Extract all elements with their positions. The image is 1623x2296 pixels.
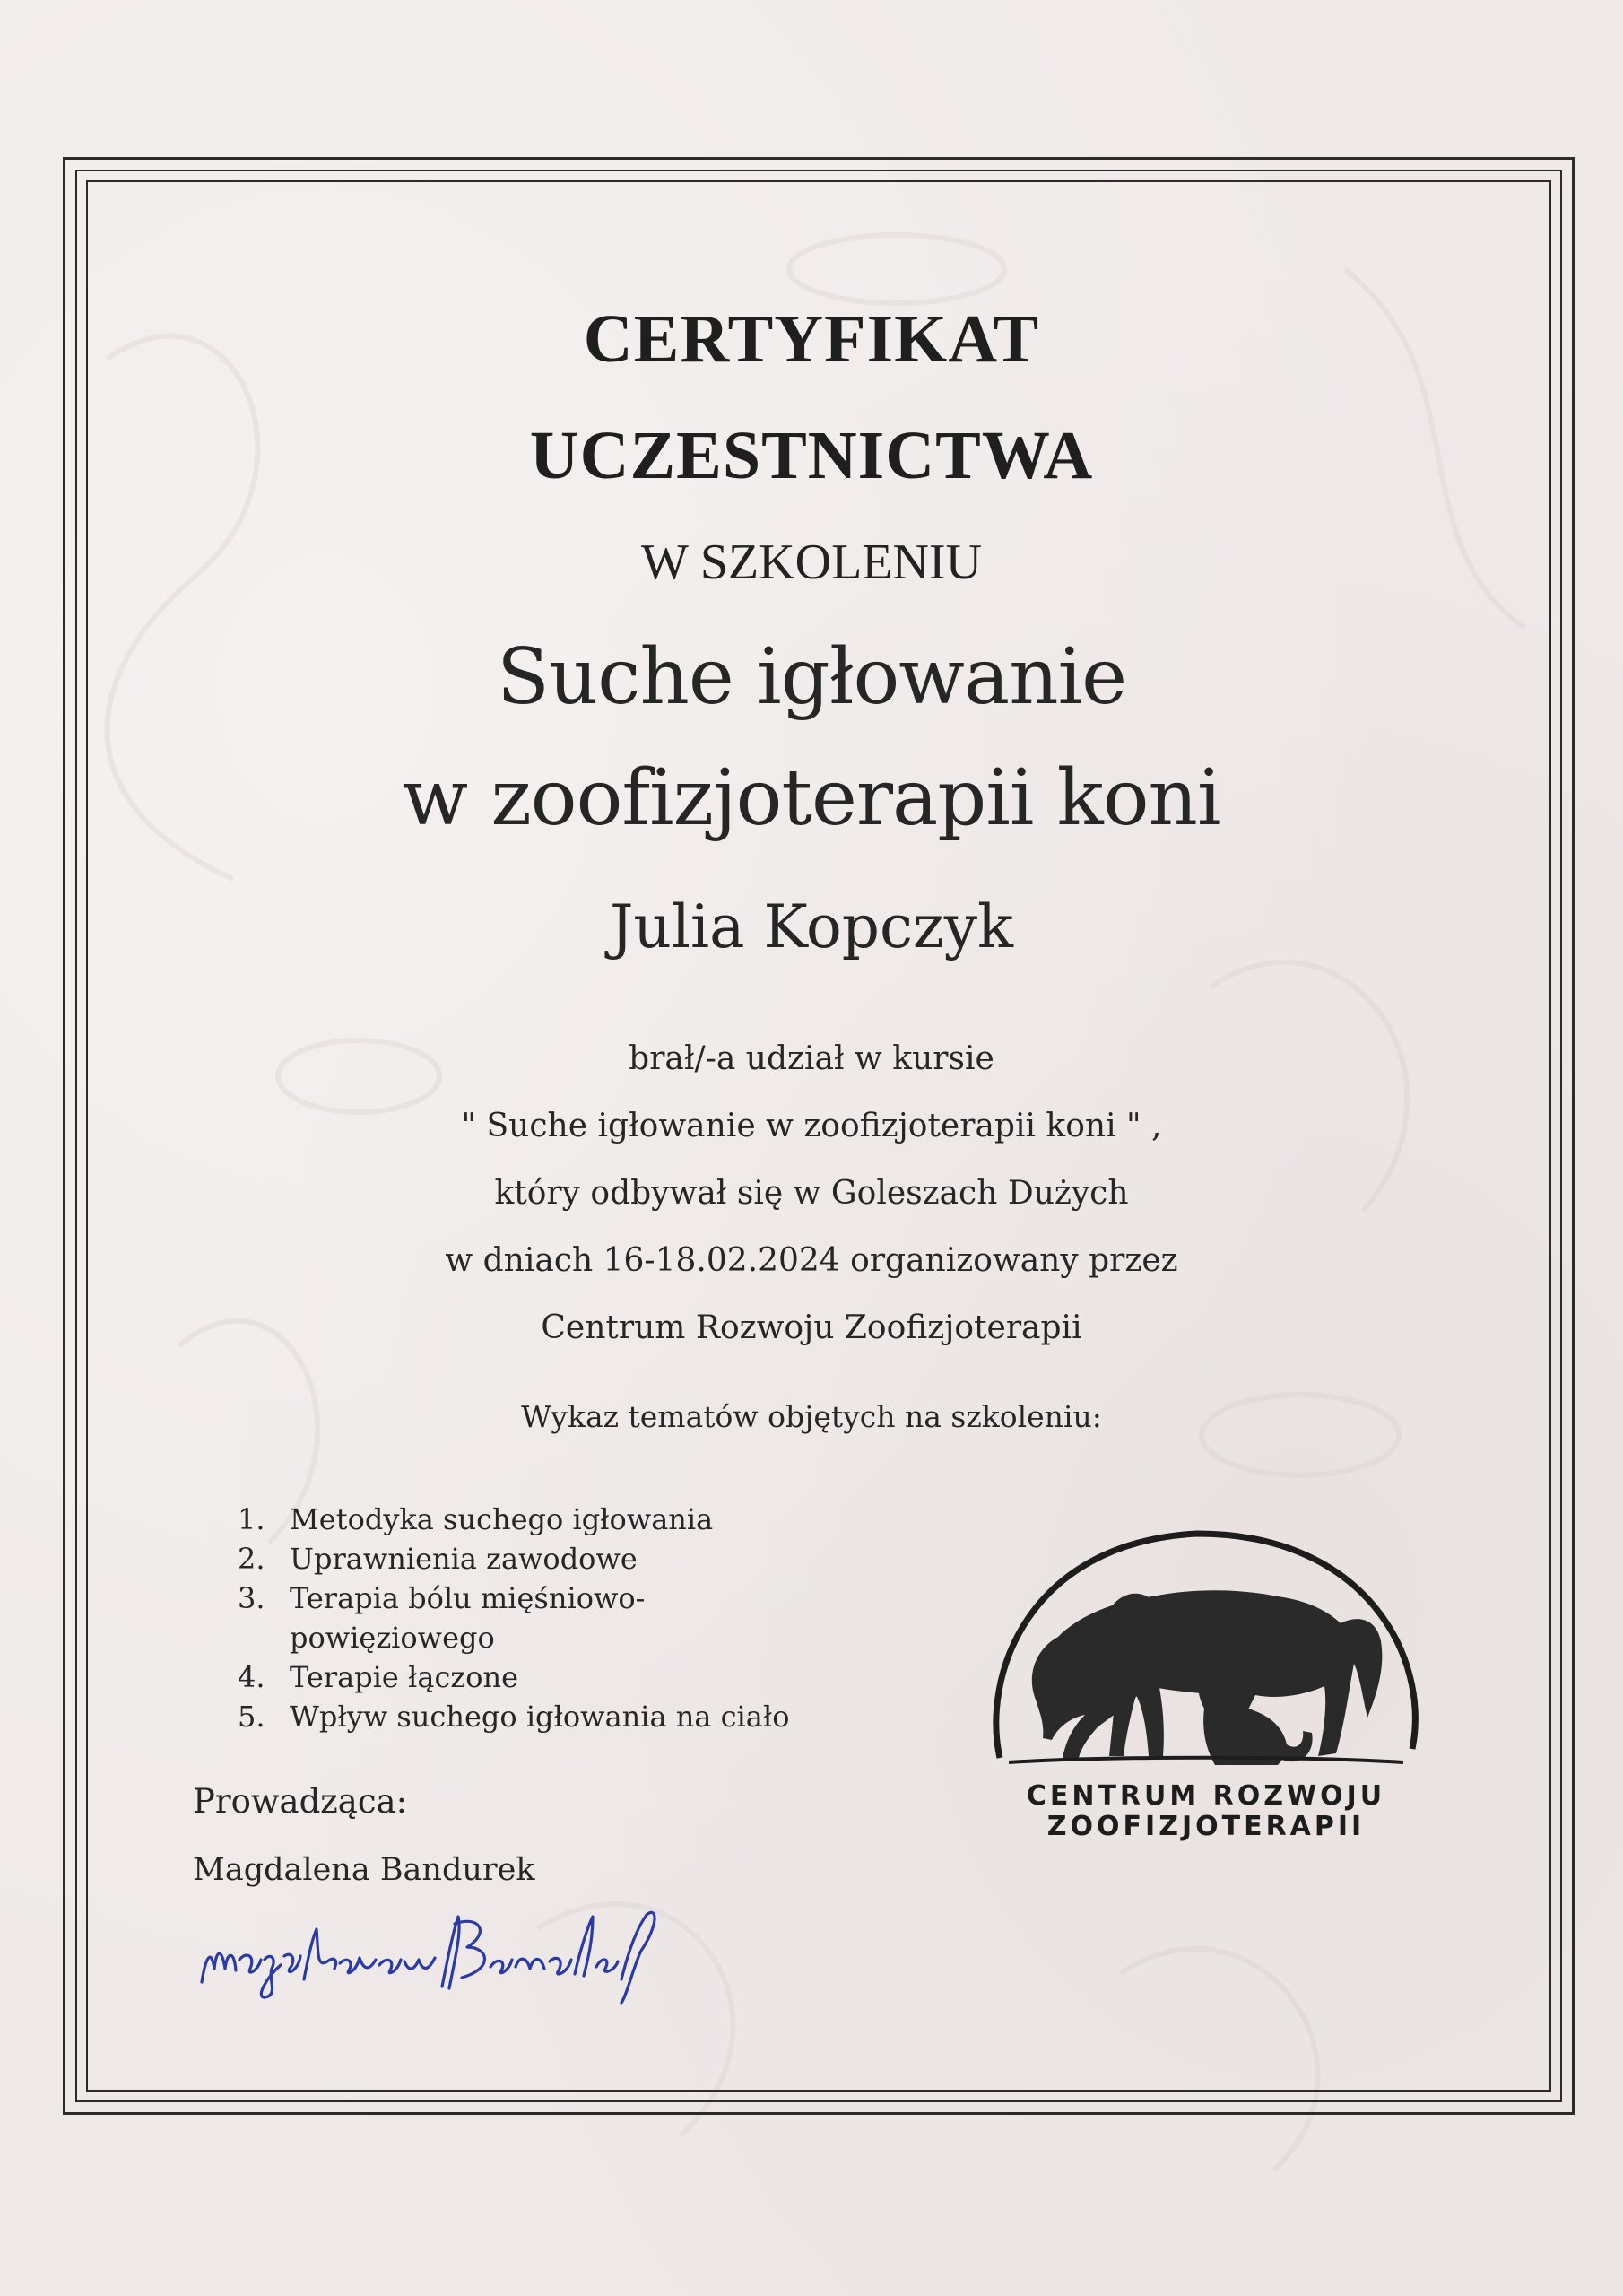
- list-item: [238, 1500, 883, 1539]
- topics-list: [238, 1500, 883, 1736]
- certificate-subtitle: W SZKOLENIU: [640, 535, 983, 590]
- centrum-rozwoju-logo: [973, 1516, 1439, 1857]
- body-line-dates: w dniach 16-18.02.2024 organizowany przez: [445, 1242, 1178, 1279]
- body-line-location: który odbywał się w Goleszach Dużych: [494, 1175, 1129, 1212]
- handwritten-signature: [193, 1897, 731, 2005]
- leader-label: Prowadząca:: [193, 1782, 408, 1821]
- topic-number: 1.: [238, 1502, 265, 1536]
- course-title-line1: Suche igłowanie: [497, 632, 1126, 722]
- course-title-line2: w zoofizjoterapii koni: [402, 753, 1221, 843]
- list-item: [238, 1657, 883, 1697]
- body-line-organizer: Centrum Rozwoju Zoofizjoterapii: [541, 1309, 1082, 1346]
- topic-text: Metodyka suchego igłowania: [290, 1502, 714, 1536]
- body-line-participation: brał/-a udział w kursie: [629, 1040, 994, 1077]
- topic-number: 4.: [238, 1660, 265, 1694]
- list-item: [238, 1539, 883, 1578]
- participant-name: Julia Kopczyk: [609, 892, 1014, 961]
- certificate-title-line2: UCZESTNICTWA: [529, 418, 1094, 493]
- topic-number: 3.: [238, 1581, 265, 1615]
- leader-name: Magdalena Bandurek: [193, 1852, 535, 1888]
- logo-text-line2: ZOOFIZJOTERAPII: [1046, 1811, 1366, 1842]
- logo-text-line1: CENTRUM ROZWOJU: [1026, 1780, 1386, 1812]
- topic-text: Uprawnienia zawodowe: [290, 1542, 638, 1576]
- topic-text: Terapie łączone: [290, 1660, 519, 1694]
- list-item: [238, 1697, 883, 1736]
- topic-number: 2.: [238, 1542, 265, 1576]
- topic-text: Wpływ suchego igłowania na ciało: [290, 1700, 790, 1734]
- topics-heading: Wykaz tematów objętych na szkoleniu:: [521, 1399, 1102, 1434]
- list-item: [238, 1578, 883, 1657]
- certificate-title-line1: CERTYFIKAT: [583, 301, 1040, 377]
- body-line-course-name: " Suche igłowanie w zoofizjoterapii koni " ,: [461, 1108, 1162, 1144]
- topic-number: 5.: [238, 1700, 265, 1734]
- topic-text: Terapia bólu mięśniowo-powięziowego: [290, 1581, 646, 1655]
